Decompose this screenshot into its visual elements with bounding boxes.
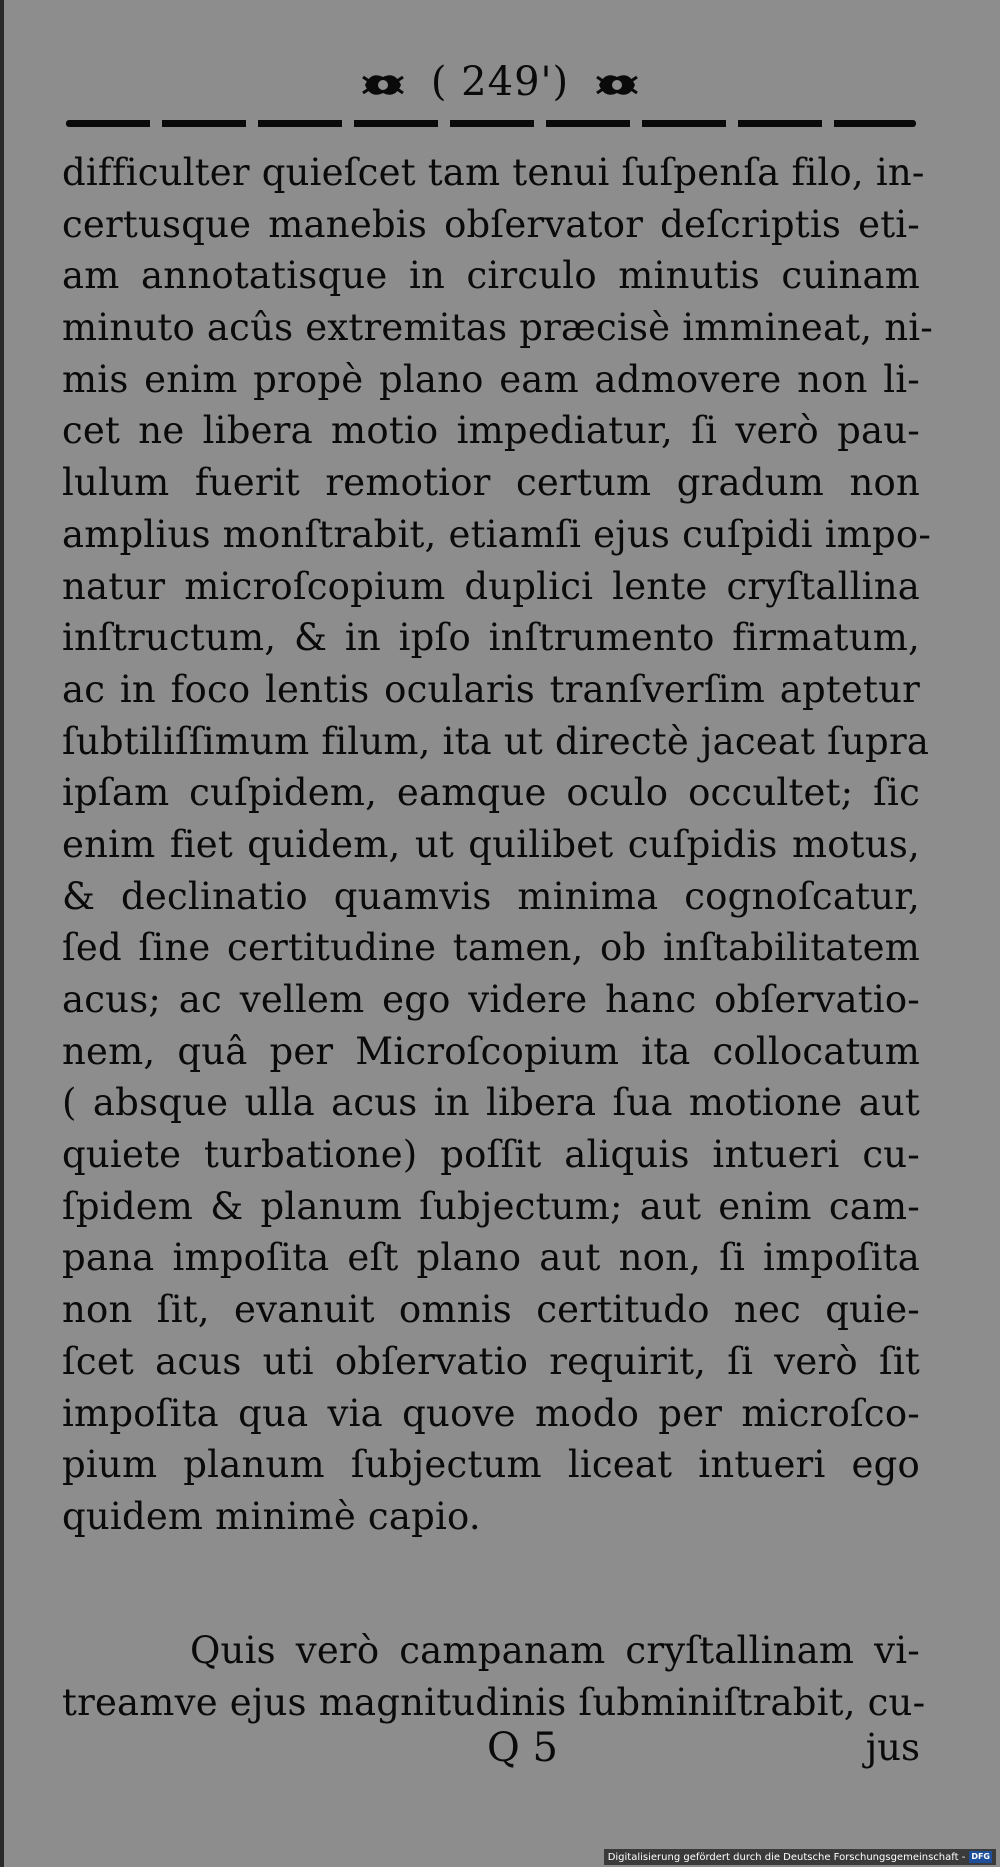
page-header — [0, 58, 1000, 106]
text-line: ( absque ulla acus in libera ſua motione aut — [62, 1081, 920, 1125]
text-line: non ſit, evanuit omnis certitudo nec quie- — [62, 1288, 920, 1332]
text-line: cet ne libera motio impediatur, ſi verò pau- — [62, 409, 920, 453]
printer-ornament-icon — [595, 67, 639, 103]
catchword: jus — [865, 1726, 920, 1769]
paragraph-1 — [62, 147, 933, 1543]
text-line: mis enim propè plano eam admovere non li- — [62, 357, 920, 401]
printer-ornament-icon — [361, 67, 405, 103]
text-line: ſubtiliſſimum filum, ita ut directè jaceat ſupra — [62, 719, 930, 763]
dfg-logo-icon: DFG — [971, 1852, 990, 1861]
text-line: nem, quâ per Microſcopium ita collocatum — [62, 1029, 920, 1073]
text-line: ſed ſine certitudine tamen, ob inſtabilitatem — [62, 926, 920, 970]
text-line: minuto acûs extremitas præcisè immineat, ni- — [62, 306, 933, 350]
text-line: ſpidem & planum ſubjectum; aut enim cam- — [62, 1184, 920, 1228]
text-line: ipſam cuſpidem, eamque oculo occultet; ſic — [62, 771, 920, 815]
text-line: ac in foco lentis ocularis tranſverſim aptetur — [62, 667, 920, 711]
text-line: natur microſcopium duplici lente cryſtallina — [62, 564, 920, 608]
text-line: enim fiet quidem, ut quilibet cuſpidis motus, — [62, 822, 920, 866]
text-line: treamve ejus magnitudinis ſubminiſtrabit, cu- — [62, 1680, 926, 1724]
text-line: & declinatio quamvis minima cognoſcatur, — [62, 874, 920, 918]
signature-mark: Q 5 — [487, 1725, 558, 1771]
page-footer — [62, 1718, 920, 1778]
text-line: acus; ac vellem ego videre hanc obſervatio- — [62, 978, 920, 1021]
page-edge — [0, 0, 4, 1867]
text-line: impoſita qua via quove modo per microſco- — [62, 1391, 920, 1435]
text-line: lulum fuerit remotior certum gradum non — [62, 461, 920, 505]
text-line: ſcet acus uti obſervatio requirit, ſi verò ſit — [62, 1339, 920, 1383]
paragraph-2 — [62, 1625, 926, 1728]
text-line: certusque manebis obſervator deſcriptis eti- — [62, 202, 920, 246]
credit-text: Digitalisierung gefördert durch die Deutsche Forschungsgemeinschaft - — [607, 1851, 966, 1863]
text-line: inſtructum, & in ipſo inſtrumento firmatum, — [62, 616, 920, 660]
page-number: ( 249') — [430, 59, 570, 105]
header-rule — [66, 120, 916, 127]
text-line: quidem minimè capio. — [62, 1494, 481, 1538]
text-line: am annotatisque in circulo minutis cuinam — [62, 254, 920, 298]
text-line: pium planum ſubjectum liceat intueri ego — [62, 1443, 920, 1487]
text-line: amplius monſtrabit, etiamſi ejus cuſpidi impo- — [62, 512, 932, 556]
text-line: Quis verò campanam cryſtallinam vi- — [190, 1629, 920, 1672]
text-line: pana impoſita eſt plano aut non, ſi impoſita — [62, 1236, 920, 1280]
digitization-credit — [604, 1849, 996, 1865]
text-line: difficulter quieſcet tam tenui ſuſpenſa filo, in- — [62, 151, 925, 194]
text-line: quiete turbatione) poſſit aliquis intueri cu- — [62, 1133, 920, 1177]
